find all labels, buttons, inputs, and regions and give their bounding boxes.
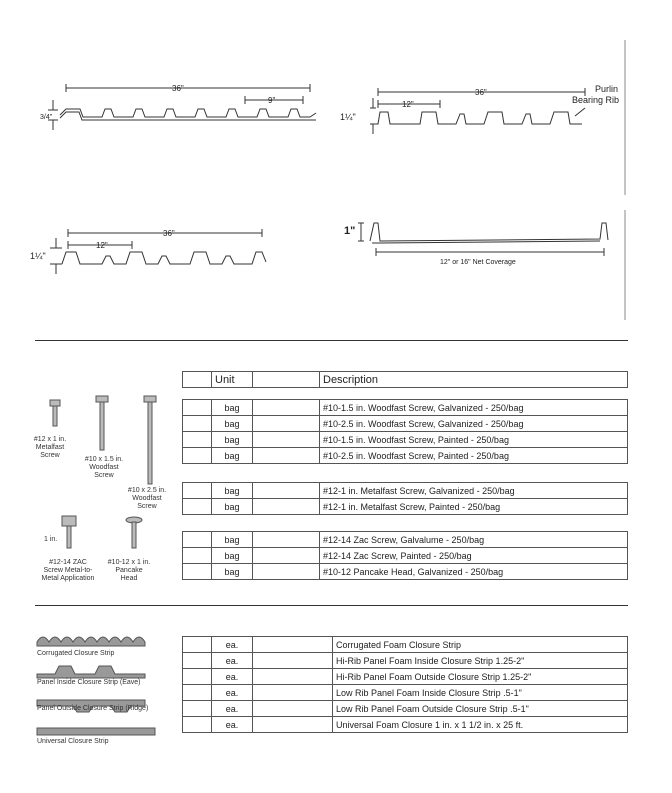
description-cell: Low Rib Panel Foam Outside Closure Strip .5-1" bbox=[333, 701, 628, 717]
p1-height-label: 3/4" bbox=[40, 114, 53, 121]
inside-strip-icon bbox=[37, 666, 145, 678]
table-row bbox=[183, 685, 628, 701]
table-row bbox=[183, 669, 628, 685]
table-row bbox=[183, 416, 628, 432]
table-row bbox=[183, 653, 628, 669]
p2-callout-2: Bearing Rib bbox=[572, 95, 620, 105]
p3-height-label: 1¼" bbox=[30, 251, 46, 261]
description-cell: #10-12 Pancake Head, Galvanized - 250/bag bbox=[320, 564, 628, 580]
unit-cell: bag bbox=[212, 432, 253, 448]
description-cell: #12-1 in. Metalfast Screw, Galvanized - 250/bag bbox=[320, 483, 628, 499]
table-row bbox=[183, 701, 628, 717]
p1-overall-label: 36" bbox=[172, 84, 184, 93]
table-row bbox=[183, 717, 628, 733]
p1-rib-label: 9" bbox=[268, 96, 276, 105]
zac-screw-icon bbox=[62, 516, 76, 526]
description-cell: Corrugated Foam Closure Strip bbox=[333, 637, 628, 653]
unit-cell: ea. bbox=[212, 685, 253, 701]
unit-cell: bag bbox=[212, 548, 253, 564]
description-cell: #12-1 in. Metalfast Screw, Painted - 250/bag bbox=[320, 499, 628, 515]
corrugated-label: Corrugated Closure Strip bbox=[37, 650, 115, 657]
description-cell: #10-1.5 in. Woodfast Screw, Painted - 250/bag bbox=[320, 432, 628, 448]
divider-2 bbox=[35, 605, 628, 606]
p2-height-label: 1¼" bbox=[340, 112, 356, 122]
unit-cell: bag bbox=[212, 532, 253, 548]
unit-cell: bag bbox=[212, 564, 253, 580]
fastener-table-1 bbox=[182, 399, 628, 464]
description-cell: #12-14 Zac Screw, Galvalume - 250/bag bbox=[320, 532, 628, 548]
description-cell: Hi-Rib Panel Foam Outside Closure Strip 1.25-2" bbox=[333, 669, 628, 685]
description-cell: #10-2.5 in. Woodfast Screw, Painted - 250/bag bbox=[320, 448, 628, 464]
pancake-label: #10-12 x 1 in. Pancake Head bbox=[107, 559, 151, 582]
table-row bbox=[183, 483, 628, 499]
profile-4 bbox=[358, 223, 608, 256]
zac-size-label: 1 in. bbox=[44, 536, 58, 543]
description-cell: #12-14 Zac Screw, Painted - 250/bag bbox=[320, 548, 628, 564]
woodfast-15-screw-icon bbox=[96, 396, 108, 402]
unit-cell: bag bbox=[212, 483, 253, 499]
unit-cell: bag bbox=[212, 416, 253, 432]
unit-cell: bag bbox=[212, 499, 253, 515]
p2-rib-label: 12" bbox=[402, 100, 414, 109]
outside-ridge-label: Panel Outside Closure Strip (Ridge) bbox=[37, 705, 149, 712]
metalfast-screw-icon bbox=[50, 400, 60, 406]
closure-table bbox=[182, 636, 628, 733]
corrugated-strip-icon bbox=[37, 637, 145, 646]
woodfast-15-label: #10 x 1.5 in. Woodfast Screw bbox=[84, 456, 124, 479]
p2-callout-1: Purlin bbox=[595, 84, 619, 94]
p3-overall-label: 36" bbox=[163, 229, 175, 238]
unit-cell: ea. bbox=[212, 653, 253, 669]
woodfast-25-screw-icon bbox=[144, 396, 156, 402]
table-row bbox=[183, 637, 628, 653]
table-row bbox=[183, 400, 628, 416]
fastener-table-3 bbox=[182, 531, 628, 580]
p4-height-label: 1" bbox=[344, 225, 356, 237]
p3-rib-label: 12" bbox=[96, 241, 108, 250]
universal-strip-icon bbox=[37, 728, 155, 735]
table-row bbox=[183, 432, 628, 448]
table-row bbox=[183, 448, 628, 464]
table-row bbox=[183, 532, 628, 548]
metalfast-label: #12 x 1 in. Metalfast Screw bbox=[33, 436, 67, 459]
description-cell: #10-1.5 in. Woodfast Screw, Galvanized - 250/bag bbox=[320, 400, 628, 416]
inside-eave-label: Panel Inside Closure Strip (Eave) bbox=[37, 679, 141, 686]
profile-3 bbox=[50, 229, 266, 274]
description-cell: Universal Foam Closure 1 in. x 1 1/2 in. x 25 ft. bbox=[333, 717, 628, 733]
p2-overall-label: 36" bbox=[475, 88, 487, 97]
table-row bbox=[183, 548, 628, 564]
fastener-table-2 bbox=[182, 482, 628, 515]
unit-cell: ea. bbox=[212, 669, 253, 685]
description-cell: Hi-Rib Panel Foam Inside Closure Strip 1.25-2" bbox=[333, 653, 628, 669]
unit-header: Unit bbox=[212, 372, 253, 388]
description-cell: Low Rib Panel Foam Inside Closure Strip .5-1" bbox=[333, 685, 628, 701]
table-row bbox=[183, 499, 628, 515]
fastener-header-table bbox=[182, 371, 628, 388]
unit-cell: bag bbox=[212, 400, 253, 416]
unit-cell: ea. bbox=[212, 637, 253, 653]
universal-label: Universal Closure Strip bbox=[37, 738, 109, 745]
panel-profiles bbox=[0, 0, 672, 340]
description-header: Description bbox=[320, 372, 628, 388]
table-row bbox=[183, 564, 628, 580]
woodfast-25-label: #10 x 2.5 in. Woodfast Screw bbox=[127, 487, 167, 510]
unit-cell: ea. bbox=[212, 701, 253, 717]
unit-cell: bag bbox=[212, 448, 253, 464]
description-cell: #10-2.5 in. Woodfast Screw, Galvanized - 250/bag bbox=[320, 416, 628, 432]
zac-label: #12-14 ZAC Screw Metal-to-Metal Application bbox=[41, 559, 95, 582]
divider-1 bbox=[35, 340, 628, 341]
unit-cell: ea. bbox=[212, 717, 253, 733]
p4-coverage-label: 12" or 16" Net Coverage bbox=[440, 259, 516, 266]
